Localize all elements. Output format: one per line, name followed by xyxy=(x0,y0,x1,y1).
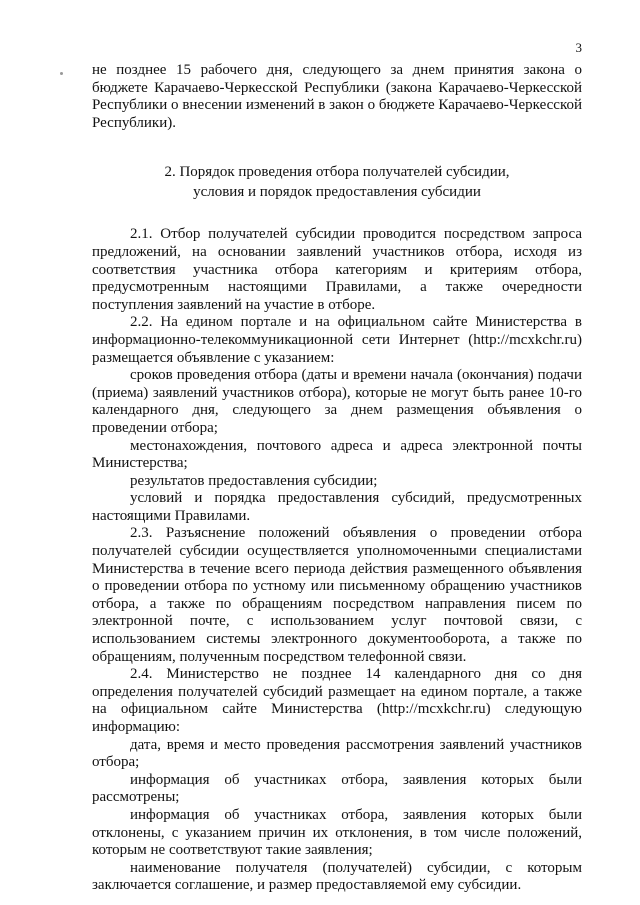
paragraph-2-2: 2.2. На едином портале и на официальном сайте Министерства в информационно-телекоммуникационной сети Интернет (http://mcxkchr.ru) размещается объявление с указанием: xyxy=(92,314,582,366)
intro-paragraph: не позднее 15 рабочего дня, следующего за днем принятия закона о бюджете Карачаево-Черкесской Республики (закона Карачаево-Черкесской Республики о внесении изменений в закон о бюджете Карачаево-Черкесской Республики). xyxy=(92,62,582,131)
list-item-rejected: информация об участниках отбора, заявления которых были отклонены, с указанием причин их отклонения, в том числе положений, которым не соответствуют такие заявления; xyxy=(92,806,582,859)
list-item-recipient: наименование получателя (получателей) субсидии, с которым заключается соглашение, и размер предоставляемой ему субсидии. xyxy=(92,859,582,894)
section-body xyxy=(92,226,582,895)
section-heading-line-2: условия и порядок предоставления субсидии xyxy=(193,184,481,201)
list-item-conditions: условий и порядка предоставления субсидий, предусмотренных настоящими Правилами. xyxy=(92,490,582,524)
list-item-results: результатов предоставления субсидии; xyxy=(130,472,378,489)
intro-block xyxy=(92,0,582,132)
list-item-reviewed: информация об участниках отбора, заявления которых были рассмотрены; xyxy=(92,771,582,806)
list-item-address: местонахождения, почтового адреса и адреса электронной почты Министерства; xyxy=(92,437,582,472)
list-item-review-date: дата, время и место проведения рассмотрения заявлений участников отбора; xyxy=(92,736,582,771)
paragraph-2-3: 2.3. Разъяснение положений объявления о проведении отбора получателей субсидии осуществляется уполномоченными специалистами Министерства в течение всего периода действия размещенного объявления о проведении отбора по устному или письменному обращению участников отбора, а также по обращениям посредством направления писем по электронной почте, с использованием услуг почтовой связи, с использованием системы электронного документооборота, а также по обращениям, полученным посредством телефонной связи. xyxy=(92,525,582,665)
section-heading-line-1: 2. Порядок проведения отбора получателей субсидии, xyxy=(164,164,510,181)
scan-speck xyxy=(60,72,63,75)
page-number: 3 xyxy=(575,40,582,55)
section-heading xyxy=(92,162,582,202)
paragraph-2-1: 2.1. Отбор получателей субсидии проводится посредством запроса предложений, на основании заявлений участников отбора, исходя из соответствия участника отбора категориям и критериям отбора, предусмотренным настоящими Правилами, а также очередности поступления заявлений на участие в отборе. xyxy=(92,226,582,313)
paragraph-2-4: 2.4. Министерство не позднее 14 календарного дня со дня определения получателей субсидий размещает на едином портале, а также на официальном сайте Министерства (http://mcxkchr.ru) следующую информацию: xyxy=(92,666,582,735)
list-item-deadlines: сроков проведения отбора (даты и времени начала (окончания) подачи (приема) заявлений участников отбора), которые не могут быть ранее 10-го календарного дня, следующего за днем размещения объявления о проведении отбора; xyxy=(92,367,582,436)
